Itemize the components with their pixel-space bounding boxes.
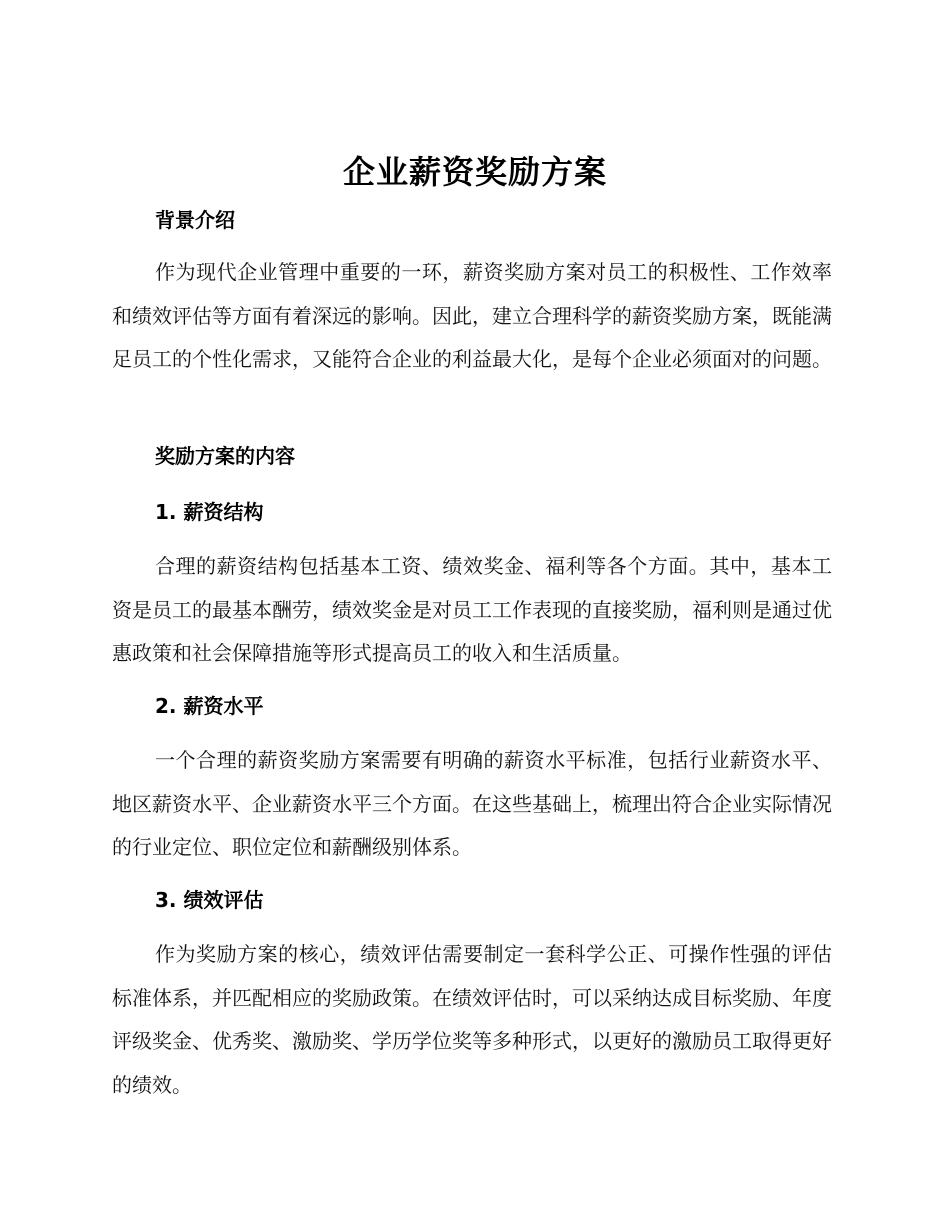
- section-heading-performance-evaluation: 3. 绩效评估: [155, 888, 264, 912]
- section-heading-background: 背景介绍: [155, 208, 235, 232]
- section-heading-reward-content: 奖励方案的内容: [155, 444, 295, 468]
- section-paragraph-salary-structure: 合理的薪资结构包括基本工资、绩效奖金、福利等各个方面。其中，基本工资是员工的最基本酬劳，绩效奖金是对员工工作表现的直接奖励，福利则是通过优惠政策和社会保障措施等形式提高员工的收入和生活质量。: [112, 554, 832, 665]
- section-heading-salary-level: 2. 薪资水平: [155, 694, 264, 718]
- section-paragraph-performance-evaluation: 作为奖励方案的核心，绩效评估需要制定一套科学公正、可操作性强的评估标准体系，并匹配相应的奖励政策。在绩效评估时，可以采纳达成目标奖励、年度评级奖金、优秀奖、激励奖、学历学位奖等多种形式，以更好的激励员工取得更好的绩效。: [112, 942, 832, 1097]
- section-heading-salary-structure: 1. 薪资结构: [155, 500, 264, 524]
- section-paragraph-background: 作为现代企业管理中重要的一环，薪资奖励方案对员工的积极性、工作效率和绩效评估等方面有着深远的影响。因此，建立合理科学的薪资奖励方案，既能满足员工的个性化需求，又能符合企业的利益最大化，是每个企业必须面对的问题。: [112, 260, 832, 371]
- document-title: 企业薪资奖励方案: [342, 153, 607, 191]
- section-paragraph-salary-level: 一个合理的薪资奖励方案需要有明确的薪资水平标准，包括行业薪资水平、地区薪资水平、企业薪资水平三个方面。在这些基础上，梳理出符合企业实际情况的行业定位、职位定位和薪酬级别体系。: [112, 748, 832, 859]
